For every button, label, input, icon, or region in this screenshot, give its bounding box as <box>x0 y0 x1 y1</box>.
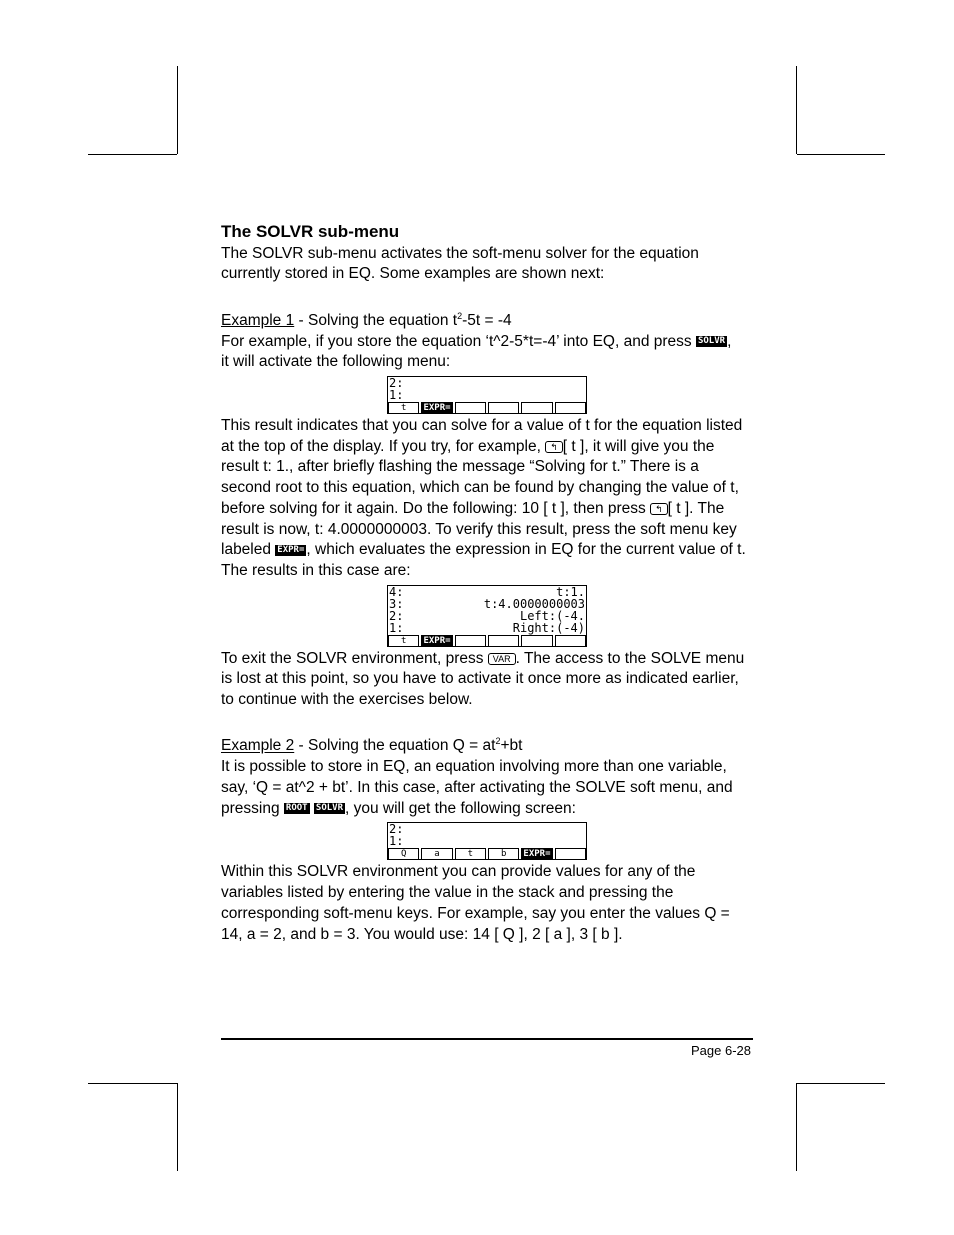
example2-text-a: It is possible to store in EQ, an equation involving more than one variable, say, ‘Q = at^2 + bt’. In this case, after activating the SOLVE soft menu, and pressing <box>221 758 733 817</box>
stack-row: 2: <box>389 822 404 837</box>
stack-row <box>388 610 586 622</box>
crop-mark-top-left-v <box>177 66 178 154</box>
softkey-expr: EXPR= <box>421 635 452 646</box>
stack-row <box>388 622 586 634</box>
softkey-q: Q <box>388 848 419 859</box>
softkey-blank <box>488 635 519 646</box>
example1-sup: 2 <box>457 310 463 321</box>
softkey-expr: EXPR= <box>421 402 452 413</box>
page-body <box>221 222 753 945</box>
stack-level: 4: <box>389 584 404 599</box>
example2-closing: Within this SOLVR environment you can provide values for any of the variables listed by entering the value in the stack and pressing the corresponding soft-menu keys. For example, say you enter the values Q = 14, a = 2, and b = 3. You would use: 14 [ Q ], 2 [ a ], 3 [ b ]. <box>221 863 730 943</box>
calculator-screen-2 <box>387 585 587 647</box>
example1-heading <box>221 306 753 332</box>
crop-mark-bottom-right-v <box>796 1083 797 1171</box>
stack-row: 2: <box>389 376 404 391</box>
softkey-t: t <box>455 848 486 859</box>
soft-menu <box>388 402 586 413</box>
stack-value: Left:(-4. <box>519 608 585 623</box>
stack-row <box>388 586 586 598</box>
softkey-blank <box>488 402 519 413</box>
stack-row: 1: <box>389 834 404 849</box>
solvr-softkey-icon: SOLVR <box>315 803 343 814</box>
example2-label: Example 2 <box>221 737 295 755</box>
stack-level: 1: <box>389 620 404 635</box>
calculator-screen-1 <box>387 376 587 414</box>
left-shift-key-icon: ↰ <box>545 441 563 453</box>
example1-text: For example, if you store the equation ‘t^2-5*t=-4’ into EQ, and press <box>221 332 696 350</box>
section-heading: The SOLVR sub-menu <box>221 222 400 241</box>
example1-desc-post: -5t = -4 <box>462 311 512 329</box>
stack-value: Right:(-4) <box>512 620 585 635</box>
example2-paragraph <box>221 757 753 819</box>
exit-text-a: To exit the SOLVR environment, press <box>221 649 488 667</box>
softkey-b: b <box>488 848 519 859</box>
crop-mark-top-right-v <box>796 66 797 154</box>
example2-text-b: , you will get the following screen: <box>345 799 576 817</box>
softkey-t: t <box>388 402 419 413</box>
var-key-icon: VAR <box>488 653 516 665</box>
left-shift-key-icon: ↰ <box>650 503 668 515</box>
softkey-blank <box>555 635 586 646</box>
softkey-blank <box>555 402 586 413</box>
crop-mark-bottom-left-h <box>88 1083 177 1084</box>
softkey-blank <box>555 848 586 859</box>
root-softkey-icon: ROOT <box>285 803 308 814</box>
stack-value: t:1. <box>556 584 585 599</box>
calculator-screen-3 <box>387 822 587 860</box>
crop-mark-top-right-h <box>797 154 885 155</box>
text-b: [ t ], it will give you the result t: 1., after briefly flashing the message “Solving for t.” There is a second root to this equation, which can be found by changing the value of t, before solving for it again. Do the following: 10 [ t ], then press <box>221 437 739 517</box>
softkey-a: a <box>421 848 452 859</box>
example1-line2: it will activate the following menu: <box>221 353 451 371</box>
example1-line1 <box>221 332 753 353</box>
page-number: Page 6-28 <box>691 1043 751 1058</box>
solvr-softkey-icon: SOLVR <box>697 336 726 347</box>
example1-comma: , <box>727 332 732 350</box>
softkey-blank <box>521 635 552 646</box>
example2-desc-post: +bt <box>500 737 523 755</box>
crop-mark-top-left-h <box>88 154 177 155</box>
example1-desc: - Solving the equation t <box>294 311 458 329</box>
stack-row: 1: <box>389 388 404 403</box>
stack-row <box>388 598 586 610</box>
expr-softkey-icon: EXPR= <box>277 544 305 555</box>
soft-menu <box>388 848 586 859</box>
softkey-expr: EXPR= <box>521 848 552 859</box>
footer-rule <box>221 1038 753 1040</box>
text-c: [ t ]. The result is now, t: 4.0000000003. To verify this result, press the soft menu key labeled <box>221 499 737 559</box>
stack-value: t:4.0000000003 <box>483 596 585 611</box>
example2-heading <box>221 731 753 757</box>
soft-menu <box>388 635 586 646</box>
softkey-blank <box>521 402 552 413</box>
stack-level: 2: <box>389 608 404 623</box>
example1-label: Example 1 <box>221 311 295 329</box>
stack-level: 3: <box>389 596 404 611</box>
example1-explanation <box>221 416 753 582</box>
crop-mark-bottom-left-v <box>177 1083 178 1171</box>
text-a: This result indicates that you can solve for a value of t for the equation listed at the top of the display. If you try, for example, <box>221 417 743 455</box>
intro-paragraph: The SOLVR sub-menu activates the soft-menu solver for the equation currently stored in EQ. Some examples are shown next: <box>221 244 699 283</box>
example2-sup: 2 <box>495 736 501 747</box>
example2-desc: - Solving the equation Q = at <box>294 737 496 755</box>
text-d: , which evaluates the expression in EQ for the current value of t. The results in this case are: <box>221 541 746 579</box>
softkey-blank <box>455 635 486 646</box>
crop-mark-bottom-right-h <box>797 1083 885 1084</box>
exit-text-b: . The access to the SOLVE menu is lost at this point, so you have to activate it once more as indicated earlier, to continue with the exercises below. <box>221 649 745 709</box>
softkey-blank <box>455 402 486 413</box>
softkey-t: t <box>388 635 419 646</box>
exit-paragraph <box>221 649 753 711</box>
